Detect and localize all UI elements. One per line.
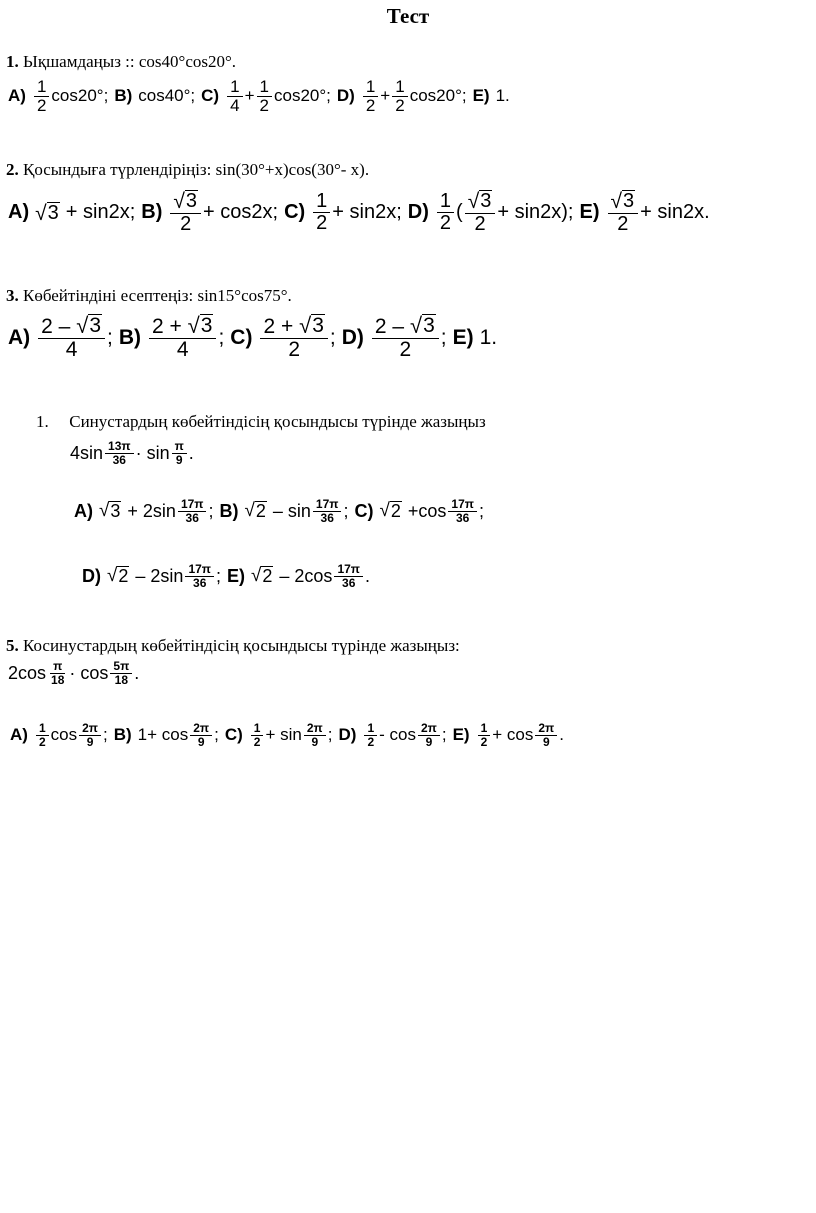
option-c-fraction: $\frac{17\pi}{36}$: [448, 498, 477, 524]
option-e-fraction: $\frac{17\pi}{36}$: [334, 563, 363, 589]
option-b-label: B): [113, 725, 132, 745]
separator: ;: [218, 325, 225, 349]
answer-options-2: [8, 190, 710, 235]
separator: ;: [102, 725, 108, 745]
option-d-label: D): [338, 725, 357, 745]
option-e-label: E): [452, 725, 470, 745]
option-d-label: D): [341, 325, 364, 349]
answer-options-1: [8, 78, 510, 115]
option-e-fraction: √ 3 2: [608, 190, 639, 235]
option-b-text: – sin: [272, 500, 311, 521]
question-number: 2.: [6, 160, 19, 179]
expr-text: .: [188, 442, 194, 463]
expr-fraction-1: $\frac{13\pi}{36}$: [105, 440, 134, 466]
option-e-text: 1.: [495, 86, 510, 106]
question-5-expression: [8, 660, 139, 686]
option-d-fraction-1: $\frac{1}{2}$: [364, 722, 377, 748]
option-b-text: cos40°;: [138, 86, 196, 106]
option-c-fraction-2: $\frac{1}{2}$: [257, 78, 272, 115]
option-e-text: + sin2x.: [640, 201, 710, 223]
option-a-fraction: $\frac{1}{2}$: [34, 78, 49, 115]
option-c-text: + sin: [265, 725, 302, 745]
expr-fraction-1: $\frac{\pi}{18}$: [51, 659, 65, 687]
answer-options-3: [8, 314, 497, 361]
plus-sign: +: [380, 86, 391, 106]
option-d-label: D): [82, 565, 101, 586]
option-a-fraction-2: $\frac{2\pi}{9}$: [79, 722, 101, 748]
plus-sign: +: [244, 86, 255, 106]
option-d-fraction-2: $\frac{1}{2}$: [392, 78, 407, 115]
separator: ;: [343, 500, 349, 521]
option-b-label: B): [219, 500, 239, 521]
option-c-label: C): [201, 86, 220, 106]
option-d-sqrt: √ 2: [107, 565, 129, 587]
separator: .: [559, 725, 564, 745]
separator: ;: [215, 565, 221, 586]
option-d-text: - cos: [379, 725, 416, 745]
option-c-fraction-1: $\frac{1}{4}$: [227, 78, 242, 115]
page-title: Тест: [386, 4, 430, 28]
option-a-fraction: 2 – √ 3 4: [38, 314, 105, 361]
option-d-text: + sin2x);: [497, 201, 574, 223]
expr-text: · sin: [135, 442, 170, 463]
option-b-fraction: $\frac{2\pi}{9}$: [190, 722, 212, 748]
option-c-fraction-2: $\frac{2\pi}{9}$: [304, 722, 326, 748]
option-b-fraction: √ 3 2: [170, 190, 201, 235]
option-d-fraction: $\frac{17\pi}{36}$: [185, 563, 214, 589]
question-number: 3.: [6, 286, 19, 305]
expr-fraction-2: $\frac{5\pi}{18}$: [110, 660, 132, 686]
option-e-label: E): [452, 325, 474, 349]
expr-text: 2cos: [8, 662, 47, 683]
answer-options-4-row2: [82, 563, 370, 589]
option-e-text: + cos: [492, 725, 534, 745]
option-d-fraction-2: √ 3 2: [465, 190, 496, 235]
option-d-fraction-2: $\frac{2\pi}{9}$: [418, 722, 440, 748]
separator: ;: [440, 325, 447, 349]
separator: ;: [478, 500, 484, 521]
option-d-fraction: $\frac{1}{2}$: [437, 191, 454, 234]
option-d-fraction-1: $\frac{1}{2}$: [363, 78, 378, 115]
option-d-text: – 2sin: [135, 565, 184, 586]
option-e-text: 1.: [479, 325, 498, 349]
expr-text: · cos: [69, 662, 109, 683]
option-d-text: cos20°;: [409, 86, 467, 106]
open-paren: (: [456, 201, 463, 223]
separator: .: [364, 565, 370, 586]
option-b-label: B): [141, 201, 163, 223]
option-d-label: D): [336, 86, 355, 106]
option-e-text: – 2cos: [279, 565, 333, 586]
option-a-label: A): [8, 86, 26, 106]
question-text: Қосындыға түрлендіріңіз: sin(30°+x)cos(30°- x).: [23, 160, 370, 179]
question-5: [6, 636, 460, 656]
option-b-label: B): [114, 86, 133, 106]
answer-options-5: [10, 722, 564, 748]
option-a-label: A): [8, 201, 30, 223]
option-a-text: cos20°;: [51, 86, 109, 106]
option-b-text: 1+ cos: [137, 725, 189, 745]
separator: ;: [327, 725, 333, 745]
option-d-label: D): [407, 201, 429, 223]
option-c-fraction: $\frac{1}{2}$: [313, 191, 330, 234]
option-c-text: + sin2x;: [332, 201, 402, 223]
option-c-fraction: 2 + √ 3 2: [260, 314, 327, 361]
question-number: 5.: [6, 636, 19, 655]
option-b-text: + cos2x;: [203, 201, 279, 223]
expr-fraction-2: $\frac{\pi}{9}$: [172, 440, 187, 466]
option-a-label: A): [8, 325, 31, 349]
option-b-sqrt: √ 2: [244, 500, 266, 522]
option-a-sqrt: √ 3: [99, 500, 121, 522]
option-e-fraction-1: $\frac{1}{2}$: [478, 722, 491, 748]
separator: ;: [107, 325, 113, 349]
option-d-fraction: 2 – √ 3 2: [372, 314, 439, 361]
separator: ;: [208, 500, 214, 521]
option-c-text: +cos: [407, 500, 447, 521]
separator: ;: [441, 725, 447, 745]
option-c-text: cos20°;: [273, 86, 331, 106]
separator: ;: [214, 725, 219, 745]
option-a-text: + sin2x;: [65, 201, 136, 223]
option-c-fraction-1: $\frac{1}{2}$: [251, 722, 264, 748]
option-a-fraction: $\frac{17\pi}{36}$: [178, 498, 207, 524]
option-a-fraction-1: $\frac{1}{2}$: [36, 722, 49, 748]
option-a-sqrt: √ 3: [35, 201, 59, 225]
option-b-fraction: $\frac{17\pi}{36}$: [313, 498, 342, 524]
option-e-label: E): [227, 565, 245, 586]
question-1: [6, 52, 236, 72]
option-e-fraction-2: $\frac{2\pi}{9}$: [535, 722, 557, 748]
question-text: Косинустардың көбейтіндісің қосындысы түрінде жазыңыз:: [23, 636, 460, 655]
option-a-label: A): [10, 725, 28, 745]
expr-text: 4sin: [70, 442, 104, 463]
question-3: [6, 286, 292, 306]
question-2: [6, 160, 369, 180]
question-4: [36, 412, 486, 432]
option-c-label: C): [284, 201, 306, 223]
question-text: Көбейтіндіні есептеңіз: sin15°cos75°.: [23, 286, 292, 305]
question-text: Ықшамдаңыз :: cos40°cos20°.: [23, 52, 237, 71]
option-b-label: B): [118, 325, 142, 349]
separator: ;: [329, 325, 336, 349]
question-4-expression: [70, 440, 194, 466]
option-e-label: E): [579, 201, 600, 223]
option-c-label: C): [224, 725, 243, 745]
option-a-text: cos: [50, 725, 78, 745]
answer-options-4-row1: [74, 498, 484, 524]
option-e-sqrt: √ 2: [251, 565, 273, 587]
option-a-text: + 2sin: [127, 500, 176, 521]
question-number: 1.: [6, 52, 19, 71]
option-b-fraction: 2 + √ 3 4: [149, 314, 216, 361]
question-text: Синустардың көбейтіндісің қосындысы түрінде жазыңыз: [69, 412, 486, 431]
option-c-label: C): [230, 325, 253, 349]
expr-text: .: [134, 662, 140, 683]
option-e-label: E): [472, 86, 490, 106]
question-number: 1.: [36, 412, 49, 431]
option-c-sqrt: √ 2: [379, 500, 401, 522]
option-c-label: C): [354, 500, 374, 521]
option-a-label: A): [74, 500, 93, 521]
